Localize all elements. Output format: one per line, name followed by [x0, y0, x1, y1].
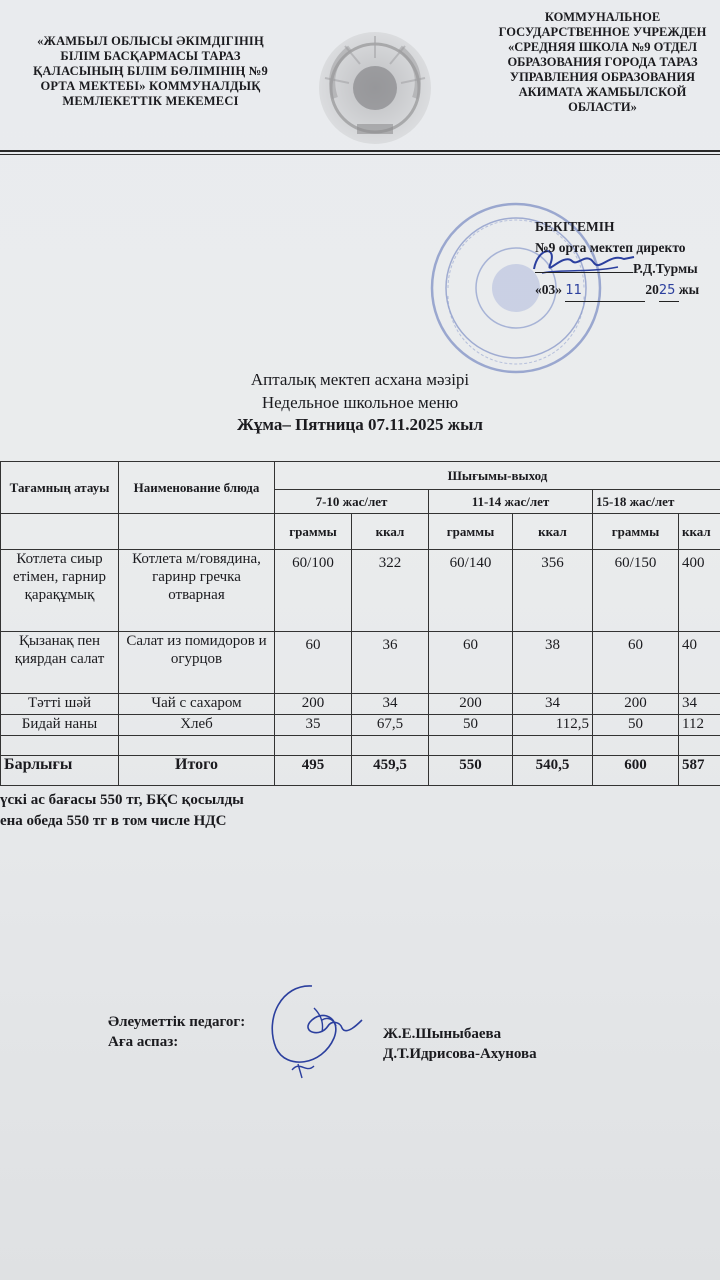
- cell-value: 60: [593, 632, 679, 694]
- unit-empty: [119, 514, 275, 550]
- name-chief-cook: Д.Т.Идрисова-Ахунова: [383, 1046, 537, 1062]
- approval-year-suffix: 25: [659, 280, 679, 302]
- role-chief-cook: Аға аспаз:: [108, 1034, 179, 1050]
- age-group-7-10: 7-10 жас/лет: [275, 490, 429, 514]
- empty-cell: [513, 736, 593, 756]
- approval-director-name: Р.Д.Турмы: [633, 261, 698, 276]
- age-group-15-18: 15-18 жас/лет: [593, 490, 720, 514]
- empty-cell: [1, 736, 119, 756]
- dish-ru: Котлета м/говядина, гаринр гречка отварная: [119, 550, 275, 632]
- cell-value: 60/150: [593, 550, 679, 632]
- dish-kz: Бидай наны: [1, 715, 119, 736]
- header-kz-line: «ЖАМБЫЛ ОБЛЫСЫ ӘКІМДІГІНІҢ: [37, 34, 264, 48]
- header-divider: [0, 150, 720, 152]
- head-name-kz: Тағамның атауы: [1, 462, 119, 514]
- cell-value: 60/140: [429, 550, 513, 632]
- pedagogue-signature-icon: [262, 978, 367, 1083]
- header-kz-line: ОРТА МЕКТЕБІ» КОММУНАЛДЫҚ: [40, 79, 261, 93]
- unit-kcal: ккал: [679, 514, 720, 550]
- total-value: 600: [593, 756, 679, 786]
- empty-cell: [352, 736, 429, 756]
- dish-kz: Тәтті шәй: [1, 694, 119, 715]
- approval-year-prefix: 20: [645, 282, 659, 297]
- role-social-pedagogue: Әлеуметтік педагог:: [108, 1014, 246, 1030]
- table-head-row: [1, 462, 720, 490]
- dish-ru: Хлеб: [119, 715, 275, 736]
- approval-block: [535, 216, 720, 302]
- empty-cell: [119, 736, 275, 756]
- header-ru-line: ГОСУДАРСТВЕННОЕ УЧРЕЖДЕН: [498, 25, 707, 39]
- approval-position: №9 орта мектеп директо: [535, 240, 686, 255]
- dish-ru: Чай с сахаром: [119, 694, 275, 715]
- empty-cell: [593, 736, 679, 756]
- cell-value: 322: [352, 550, 429, 632]
- table-row: [1, 550, 720, 632]
- total-value: 540,5: [513, 756, 593, 786]
- lunch-price: [0, 790, 244, 832]
- menu-table: [0, 461, 720, 786]
- empty-cell: [429, 736, 513, 756]
- total-value: 587: [679, 756, 720, 786]
- cell-value: 200: [429, 694, 513, 715]
- total-value: 495: [275, 756, 352, 786]
- header-ru-line: УПРАВЛЕНИЯ ОБРАЗОВАНИЯ: [509, 70, 696, 84]
- header-divider-thin: [0, 154, 720, 155]
- signature-roles: [108, 1012, 245, 1052]
- price-kz: үскі ас бағасы 550 тг, БҚС қосылды: [0, 792, 244, 808]
- unit-kcal: ккал: [352, 514, 429, 550]
- approval-director: [535, 258, 720, 279]
- cell-value: 200: [593, 694, 679, 715]
- cell-value: 400: [679, 550, 720, 632]
- table-total-row: [1, 756, 720, 786]
- header-ru-line: «СРЕДНЯЯ ШКОЛА №9 ОТДЕЛ: [507, 40, 698, 54]
- table-row: [1, 715, 720, 736]
- header-kz-line: ҚАЛАСЫНЫҢ БІЛІМ БӨЛІМІНІҢ №9: [33, 64, 268, 78]
- unit-empty: [1, 514, 119, 550]
- title-kz: Апталық мектеп асхана мәзірі: [250, 370, 470, 389]
- cell-value: 356: [513, 550, 593, 632]
- approval-title: БЕКІТЕМІН: [535, 219, 615, 234]
- dish-kz: Котлета сиыр етімен, гарнир қарақұмық: [1, 550, 119, 632]
- table-row: [1, 694, 720, 715]
- cell-value: 40: [679, 632, 720, 694]
- title-ru: Недельное школьное меню: [261, 393, 459, 412]
- cell-value: 34: [513, 694, 593, 715]
- cell-value: 50: [593, 715, 679, 736]
- approval-month: 11: [565, 280, 645, 302]
- table-empty-row: [1, 736, 720, 756]
- head-output: Шығымы-выход: [275, 462, 720, 490]
- approval-day: «03»: [535, 282, 562, 297]
- cell-value: 50: [429, 715, 513, 736]
- unit-kcal: ккал: [513, 514, 593, 550]
- table-unit-row: [1, 514, 720, 550]
- header-ru-line: ОБРАЗОВАНИЯ ГОРОДА ТАРАЗ: [507, 55, 698, 69]
- header-kz: [18, 34, 283, 109]
- cell-value: 112: [679, 715, 720, 736]
- header-ru-line: АКИМАТА ЖАМБЫЛСКОЙ: [518, 85, 687, 99]
- name-social-pedagogue: Ж.Е.Шыныбаева: [383, 1026, 502, 1042]
- total-kz: Барлығы: [1, 756, 119, 786]
- total-ru: Итого: [119, 756, 275, 786]
- header-ru-line: ОБЛАСТИ»: [568, 100, 637, 114]
- total-value: 459,5: [352, 756, 429, 786]
- dish-kz: Қызанақ пен қиярдан салат: [1, 632, 119, 694]
- cell-value: 34: [679, 694, 720, 715]
- state-emblem-icon: [315, 28, 435, 146]
- header-ru-line: КОММУНАЛЬНОЕ: [544, 10, 661, 24]
- cell-value: 36: [352, 632, 429, 694]
- title-day: Жұма– Пятница 07.11.2025 жыл: [237, 415, 483, 434]
- cell-value: 200: [275, 694, 352, 715]
- signature-names: [383, 1024, 537, 1064]
- header-ru: [470, 10, 720, 115]
- head-name-ru: Наименование блюда: [119, 462, 275, 514]
- cell-value: 67,5: [352, 715, 429, 736]
- cell-value: 60: [429, 632, 513, 694]
- approval-date: [535, 279, 720, 302]
- unit-gram: граммы: [275, 514, 352, 550]
- age-group-11-14: 11-14 жас/лет: [429, 490, 593, 514]
- price-ru: ена обеда 550 тг в том числе НДС: [0, 813, 227, 829]
- approval-year-word: жы: [678, 282, 700, 297]
- unit-gram: граммы: [429, 514, 513, 550]
- cell-value: 34: [352, 694, 429, 715]
- menu-titles: [0, 368, 720, 437]
- cell-value: 60: [275, 632, 352, 694]
- cell-value: 60/100: [275, 550, 352, 632]
- empty-cell: [679, 736, 720, 756]
- empty-cell: [275, 736, 352, 756]
- total-value: 550: [429, 756, 513, 786]
- header-kz-line: МЕМЛЕКЕТТІК МЕКЕМЕСІ: [62, 94, 239, 108]
- unit-gram: граммы: [593, 514, 679, 550]
- cell-value: 35: [275, 715, 352, 736]
- table-row: [1, 632, 720, 694]
- dish-ru: Салат из помидоров и огурцов: [119, 632, 275, 694]
- cell-value: 112,5: [513, 715, 593, 736]
- cell-value: 38: [513, 632, 593, 694]
- header-kz-line: БІЛІМ БАСҚАРМАСЫ ТАРАЗ: [60, 49, 241, 63]
